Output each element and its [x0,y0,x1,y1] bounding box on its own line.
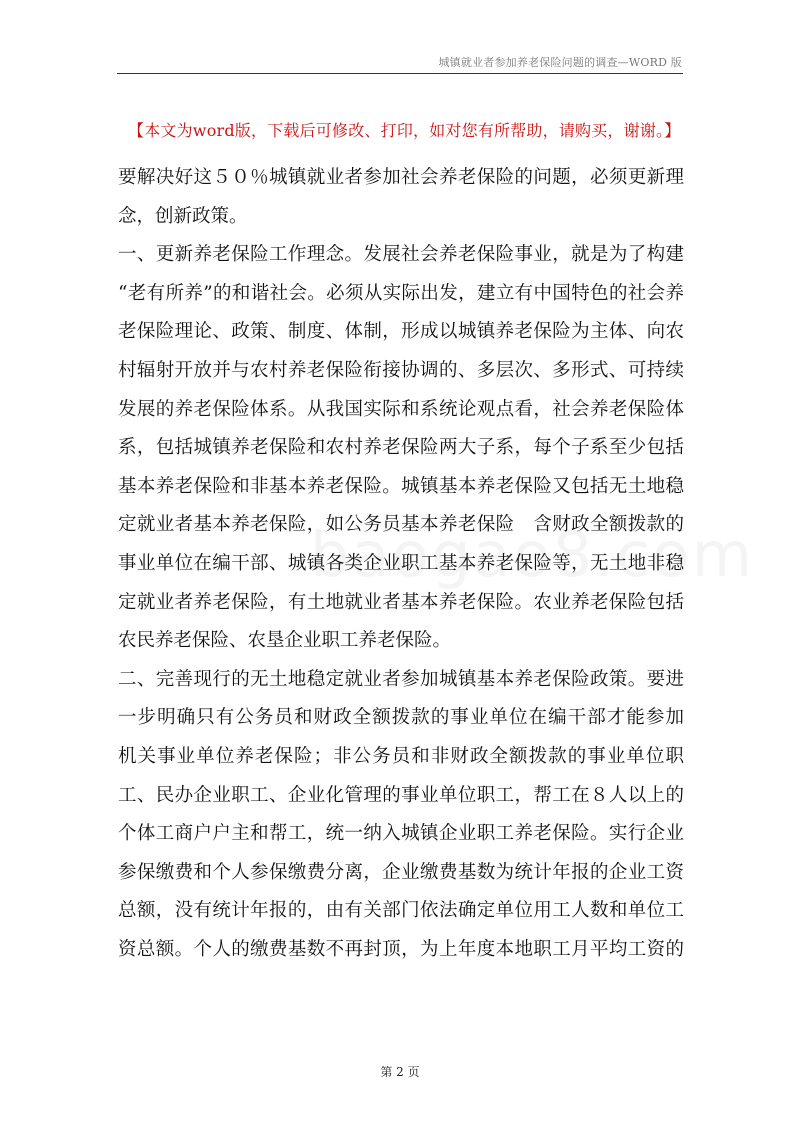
body-text [118,159,684,969]
paragraph-line: 基本养老保险和非基本养老保险。城镇基本养老保险又包括无土地稳 [118,475,684,497]
paragraph-line: “老有所养”的和谐社会。必须从实际出发，建立有中国特色的社会养 [118,282,684,304]
paragraph-line: 老保险理论、政策、制度、体制，形成以城镇养老保险为主体、向农 [118,321,684,343]
paragraph-line: 定就业者基本养老保险，如公务员基本养老保险 含财政全额拨款的 [118,514,684,536]
paragraph-line: 定就业者养老保险，有土地就业者基本养老保险。农业养老保险包括 [118,591,684,613]
paragraph-line: 机关事业单位养老保险；非公务员和非财政全额拨款的事业单位职 [118,745,684,767]
paragraph-line: 农民养老保险、农垦企业职工养老保险。 [118,630,452,652]
paragraph-line: 发展的养老保险体系。从我国实际和系统论观点看，社会养老保险体 [118,398,684,420]
paragraph-line: 要解决好这５０％城镇就业者参加社会养老保险的问题，必须更新理 [118,167,684,188]
paragraph-line: 村辐射开放并与农村养老保险衔接协调的、多层次、多形式、可持续 [118,359,684,381]
paragraph-line: 事业单位在编干部、城镇各类企业职工基本养老保险等，无土地非稳 [118,552,684,574]
download-notice: 【本文为word版，下载后可修改、打印，如对您有所帮助，请购买，谢谢。】 [128,121,681,140]
page-number: 第 2 页 [380,1065,420,1079]
paragraph-line: 个体工商户户主和帮工，统一纳入城镇企业职工养老保险。实行企业 [118,823,684,845]
paragraph-line: 二、完善现行的无土地稳定就业者参加城镇基本养老保险政策。要进 [118,668,684,690]
header-rule [117,73,683,74]
running-header: 城镇就业者参加养老保险问题的调查—WORD 版 [438,56,682,69]
paragraph-line: 资总额。个人的缴费基数不再封顶，为上年度本地职工月平均工资的 [118,938,684,960]
paragraph-line: 系，包括城镇养老保险和农村养老保险两大子系，每个子系至少包括 [118,437,684,459]
paragraph-line: 工、民办企业职工、企业化管理的事业单位职工，帮工在８人以上的 [118,784,684,806]
paragraph-line: 总额，没有统计年报的，由有关部门依法确定单位用工人数和单位工 [118,900,684,922]
paragraph-line: 一、更新养老保险工作理念。发展社会养老保险事业，就是为了构建 [118,244,684,266]
paragraph-line: 念，创新政策。 [118,205,248,227]
paragraph-line: 一步明确只有公务员和财政全额拨款的事业单位在编干部才能参加 [118,707,684,729]
paragraph-line: 参保缴费和个人参保缴费分离，企业缴费基数为统计年报的企业工资 [118,861,684,883]
